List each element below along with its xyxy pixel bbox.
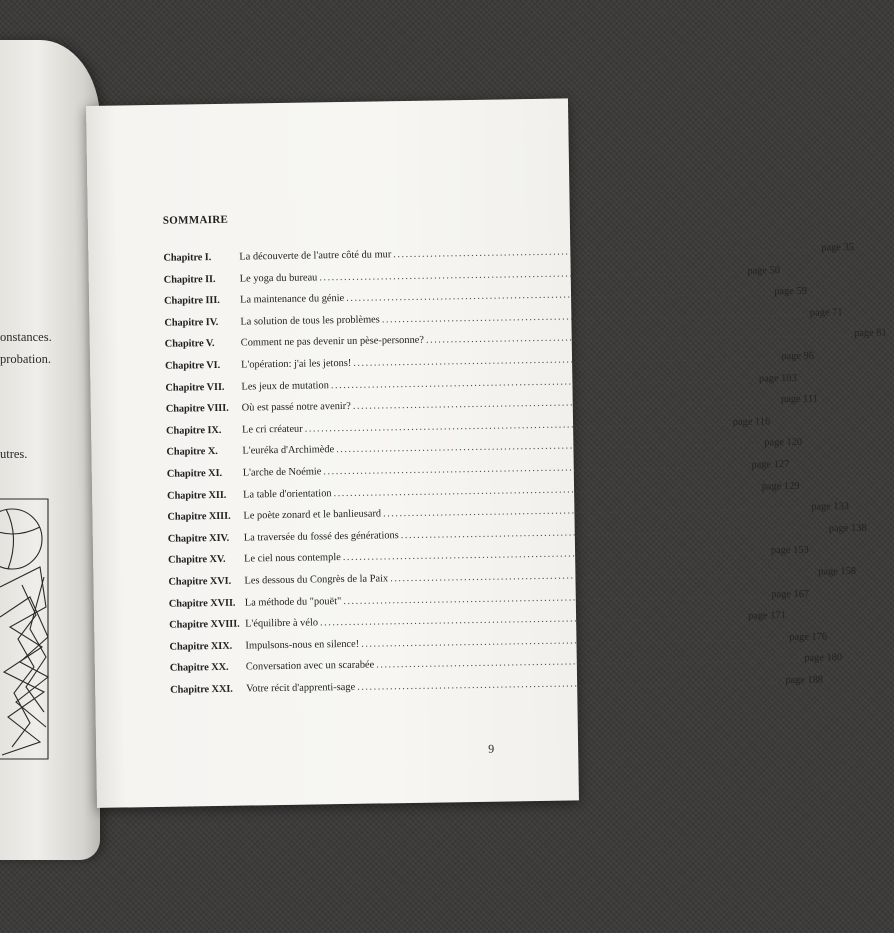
- toc-entry: [170, 674, 824, 707]
- chapter-label: Chapitre II.: [163, 273, 216, 286]
- dot-leader: [426, 328, 852, 346]
- contents-title: SOMMAIRE: [162, 213, 229, 227]
- chapter-title: L'euréka d'Archimède: [242, 444, 335, 457]
- chapter-label: Chapitre V.: [164, 338, 215, 351]
- chapter-page: page 133: [811, 501, 850, 513]
- chapter-page: page 50: [747, 264, 781, 277]
- chapter-title: Votre récit d'apprenti-sage: [246, 681, 356, 695]
- table-of-contents: [163, 241, 887, 706]
- chapter-page: page 71: [809, 306, 843, 319]
- chapter-title: La maintenance du génie: [239, 293, 345, 306]
- chapter-title: Le yoga du bureau: [239, 271, 318, 285]
- chapter-title: L'opération: j'ai les jetons!: [241, 357, 352, 371]
- chapter-page: page 96: [781, 350, 815, 363]
- right-book-page: [86, 98, 887, 807]
- chapter-label: Chapitre XVII.: [168, 597, 236, 610]
- chapter-label: Chapitre VI.: [165, 359, 221, 372]
- chapter-page: page 180: [804, 652, 843, 665]
- chapter-page: page 153: [770, 545, 809, 557]
- chapter-title: La solution de tous les problèmes: [240, 314, 380, 328]
- chapter-page: page 138: [828, 522, 867, 535]
- page-number: 9: [488, 741, 495, 756]
- chapter-label: Chapitre VIII.: [165, 402, 229, 415]
- chapter-page: page 111: [780, 393, 819, 406]
- chapter-label: Chapitre XX.: [169, 662, 229, 675]
- chapter-title: La méthode du "pouët": [244, 595, 342, 609]
- left-page-text-line: onstances.: [0, 330, 52, 344]
- chapter-title: L'arche de Noémie: [242, 466, 322, 479]
- left-page-text-line: probation.: [0, 352, 52, 366]
- chapter-label: Chapitre XIV.: [167, 532, 230, 545]
- chapter-label: Chapitre I.: [163, 252, 212, 264]
- chapter-label: Chapitre VII.: [165, 381, 225, 394]
- left-page-text-line: utres.: [0, 447, 28, 461]
- chapter-title: Le cri créateur: [242, 423, 303, 436]
- chapter-page: page 127: [751, 458, 790, 471]
- chapter-title: Comment ne pas devenir un pèse-personne?: [240, 335, 425, 349]
- dot-leader: [393, 242, 819, 260]
- chapter-label: Chapitre XV.: [168, 554, 226, 567]
- chapter-title: La traversée du fossé des générations: [243, 529, 399, 544]
- chapter-title: Conversation avec un scarabée: [245, 659, 375, 673]
- chapter-label: Chapitre XIII.: [167, 510, 231, 523]
- chapter-title: Où est passé notre avenir?: [241, 401, 351, 414]
- chapter-label: Chapitre X.: [166, 446, 218, 459]
- chapter-title: Le poète zonard et le banlieusard: [243, 508, 382, 522]
- chapter-page: page 81: [853, 327, 887, 340]
- left-book-page: [0, 40, 100, 860]
- chapter-page: page 103: [758, 372, 797, 385]
- line-drawing-illustration: [0, 497, 50, 762]
- chapter-page: page 167: [771, 588, 810, 600]
- chapter-page: page 171: [748, 610, 787, 622]
- chapter-page: page 116: [732, 416, 771, 428]
- chapter-page: page 129: [761, 480, 800, 492]
- chapter-label: Chapitre XIX.: [169, 640, 233, 653]
- chapter-title: Les dessous du Congrès de la Paix: [244, 573, 389, 587]
- chapter-title: Les jeux de mutation: [241, 379, 329, 393]
- chapter-label: Chapitre XI.: [166, 467, 223, 480]
- chapter-title: La table d'orientation: [243, 487, 332, 501]
- chapter-title: L'équilibre à vélo: [245, 617, 319, 630]
- chapter-label: Chapitre XII.: [167, 489, 227, 502]
- chapter-title: La découverte de l'autre côté du mur: [239, 249, 392, 263]
- chapter-page: page 176: [789, 631, 828, 643]
- chapter-label: Chapitre XXI.: [170, 683, 233, 696]
- chapter-label: Chapitre XVIII.: [169, 618, 240, 631]
- chapter-label: Chapitre III.: [163, 295, 220, 307]
- chapter-label: Chapitre IV.: [164, 316, 219, 329]
- chapter-page: page 188: [785, 674, 824, 686]
- chapter-page: page 59: [774, 285, 808, 298]
- chapter-label: Chapitre IX.: [166, 424, 222, 437]
- chapter-page: page 158: [818, 565, 857, 578]
- chapter-title: Le ciel nous contemple: [244, 552, 341, 565]
- chapter-label: Chapitre XVI.: [168, 575, 232, 588]
- chapter-page: page 120: [764, 437, 803, 449]
- chapter-page: page 35: [821, 241, 855, 254]
- chapter-title: Impulsons-nous en silence!: [245, 638, 360, 652]
